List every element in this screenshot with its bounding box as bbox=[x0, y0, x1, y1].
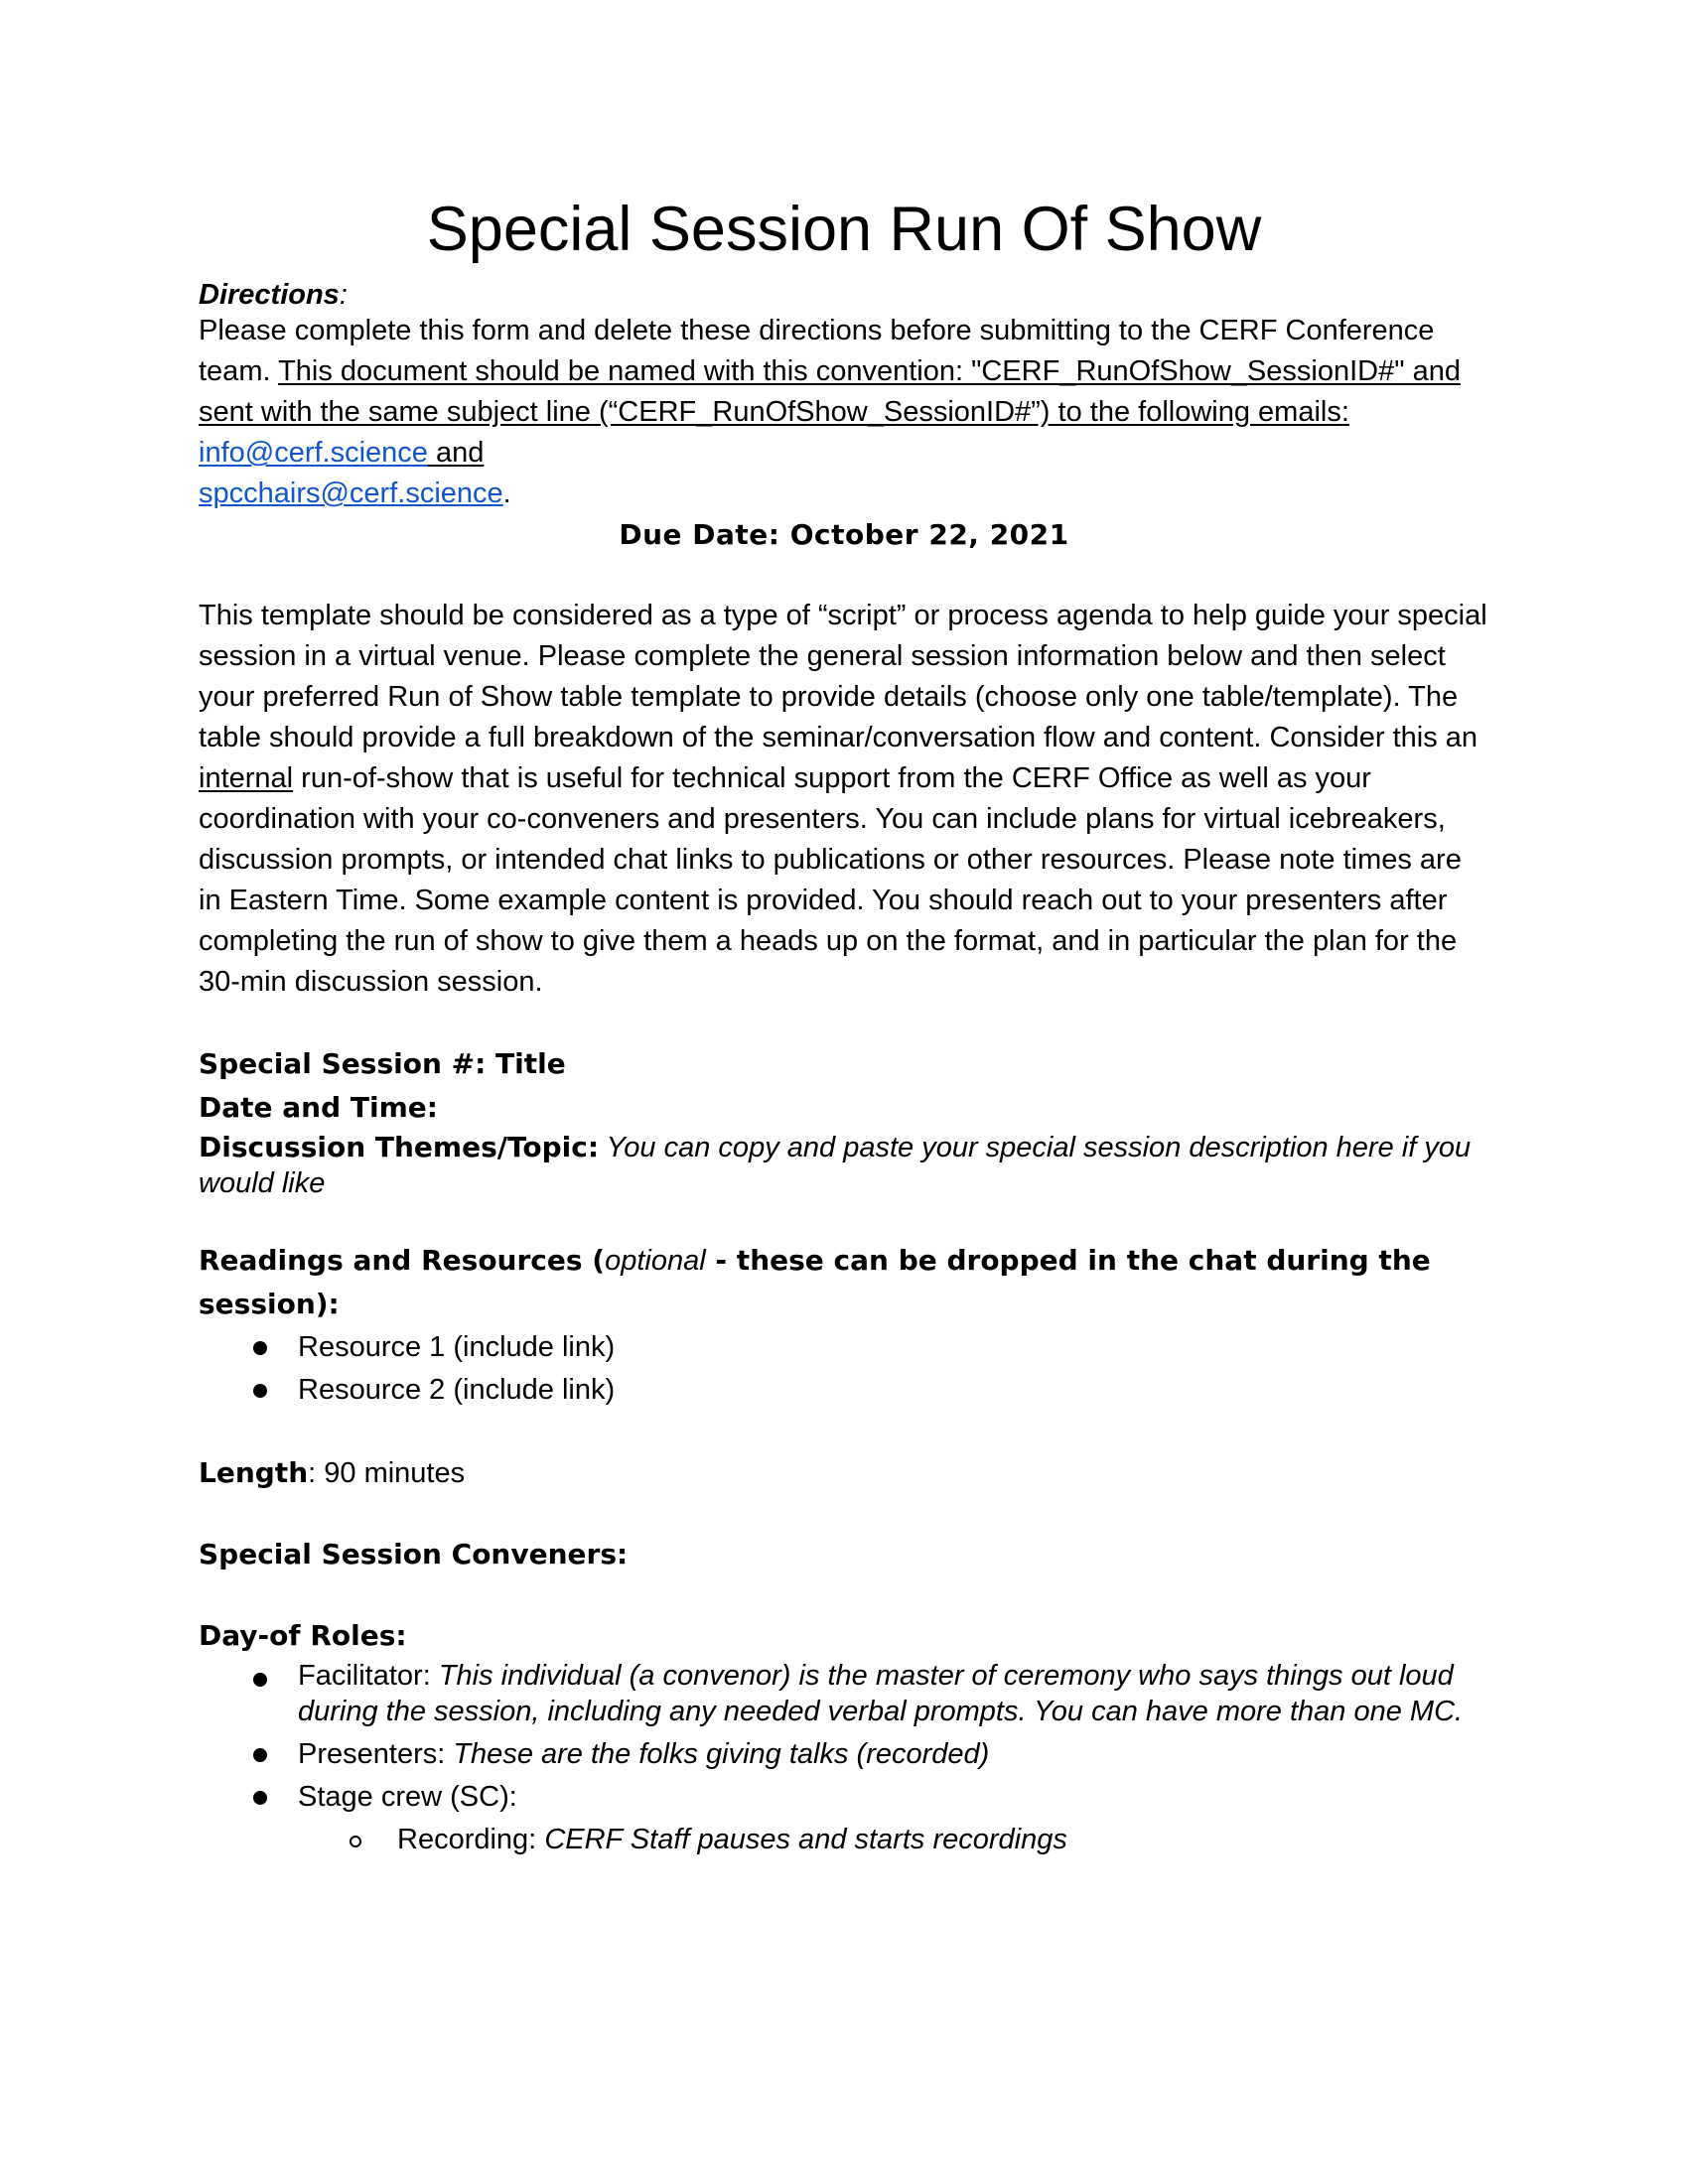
intro-text-start: This template should be considered as a type of “script” or process agenda to help guide your special session in a virtual venue. Please complete the general session information below and then select your preferred Run of Show table template to provide details (choose only one table/template). The table should provide a full breakdown of the seminar/conversation flow and content. Consider this an bbox=[199, 600, 1487, 753]
directions-paragraph bbox=[199, 311, 1489, 514]
spacer bbox=[199, 1201, 1489, 1239]
session-title-line bbox=[199, 1042, 1489, 1086]
spacer bbox=[199, 1003, 1489, 1042]
recording-label: Recording: bbox=[397, 1824, 545, 1855]
and-text: and bbox=[427, 437, 485, 469]
bullet-icon bbox=[253, 1341, 267, 1355]
length-value: : 90 minutes bbox=[308, 1457, 466, 1489]
bullet-icon bbox=[253, 1791, 267, 1805]
email-link-info[interactable]: info@cerf.science bbox=[199, 437, 428, 469]
recording-desc: CERF Staff pauses and starts recordings bbox=[544, 1824, 1067, 1855]
readings-label-start: Readings and Resources ( bbox=[199, 1244, 606, 1277]
period-text: . bbox=[502, 478, 511, 509]
bullet-icon bbox=[253, 1673, 267, 1687]
resource-item: Resource 1 (include link) bbox=[298, 1331, 616, 1363]
bullet-icon bbox=[253, 1748, 267, 1762]
email-link-spcchairs[interactable]: spcchairs@cerf.science bbox=[199, 478, 503, 509]
list-item bbox=[199, 1369, 1489, 1412]
date-time-line bbox=[199, 1086, 1489, 1130]
spacer bbox=[199, 555, 1489, 596]
spacer bbox=[199, 1412, 1489, 1451]
due-date-text: Due Date: October 22, 2021 bbox=[619, 518, 1069, 551]
list-item bbox=[199, 1658, 1489, 1733]
circle-bullet-icon bbox=[350, 1836, 361, 1847]
internal-word: internal bbox=[199, 762, 294, 794]
date-time-label: Date and Time: bbox=[199, 1091, 438, 1124]
roles-label: Day-of Roles: bbox=[199, 1619, 407, 1652]
page-title: Special Session Run Of Show bbox=[426, 195, 1262, 264]
stage-crew-sublist bbox=[199, 1819, 1489, 1861]
presenters-label: Presenters: bbox=[298, 1738, 454, 1770]
document-content bbox=[199, 184, 1489, 1861]
presenters-desc: These are the folks giving talks (recorded) bbox=[453, 1738, 990, 1770]
themes-label: Discussion Themes/Topic: bbox=[199, 1131, 600, 1163]
roles-heading bbox=[199, 1614, 1489, 1658]
list-item bbox=[199, 1733, 1489, 1776]
readings-heading bbox=[199, 1239, 1489, 1326]
due-date bbox=[199, 514, 1489, 555]
stage-crew-label: Stage crew (SC): bbox=[298, 1781, 517, 1813]
directions-colon: : bbox=[339, 279, 348, 311]
resources-list bbox=[199, 1326, 1489, 1412]
spacer bbox=[199, 1576, 1489, 1614]
conveners-label: Special Session Conveners: bbox=[199, 1538, 629, 1570]
directions-label: Directions bbox=[199, 279, 340, 311]
readings-label-end: - these can be dropped in the chat during the session): bbox=[199, 1244, 1431, 1320]
bullet-icon bbox=[253, 1384, 267, 1398]
list-item bbox=[199, 1326, 1489, 1369]
themes-value: You can copy and paste your special session description here if you would like bbox=[199, 1132, 1472, 1199]
list-item bbox=[199, 1776, 1489, 1819]
conveners-line bbox=[199, 1533, 1489, 1576]
intro-text-end: run-of-show that is useful for technical support from the CERF Office as well as your coordination with your co-conveners and presenters. You can include plans for virtual icebreakers, discussion prompts, or intended chat links to publications or other resources. Please note times are in Eastern Time. Some example content is provided. You should reach out to your presenters after completing the run of show to give them a heads up on the format, and in particular the plan for the 30-min discussion session. bbox=[199, 762, 1462, 998]
readings-label-optional: optional bbox=[605, 1245, 706, 1277]
session-title-label: Special Session #: Title bbox=[199, 1047, 566, 1080]
naming-convention-content: This document should be named with this convention: "CERF_RunOfShow_SessionID#" and sent with the same subject line (“CERF_RunOfShow_SessionID#”) to the following emails: bbox=[199, 355, 1461, 428]
roles-list bbox=[199, 1658, 1489, 1819]
list-item bbox=[199, 1819, 1489, 1861]
resource-item: Resource 2 (include link) bbox=[298, 1374, 616, 1406]
length-label: Length bbox=[199, 1456, 309, 1489]
spacer bbox=[199, 1495, 1489, 1533]
directions-heading bbox=[199, 279, 1489, 311]
facilitator-item bbox=[298, 1658, 1489, 1729]
themes-line bbox=[199, 1130, 1489, 1201]
intro-paragraph bbox=[199, 596, 1489, 1003]
facilitator-label: Facilitator: bbox=[298, 1660, 439, 1692]
directions-text: Please complete this form and delete these directions before submitting to the CERF Conference team. bbox=[199, 315, 1435, 387]
length-line bbox=[199, 1451, 1489, 1495]
naming-convention-text bbox=[199, 355, 1461, 469]
facilitator-desc: This individual (a convenor) is the master of ceremony who says things out loud during the session, including any needed verbal prompts. You can have more than one MC. bbox=[298, 1660, 1464, 1727]
